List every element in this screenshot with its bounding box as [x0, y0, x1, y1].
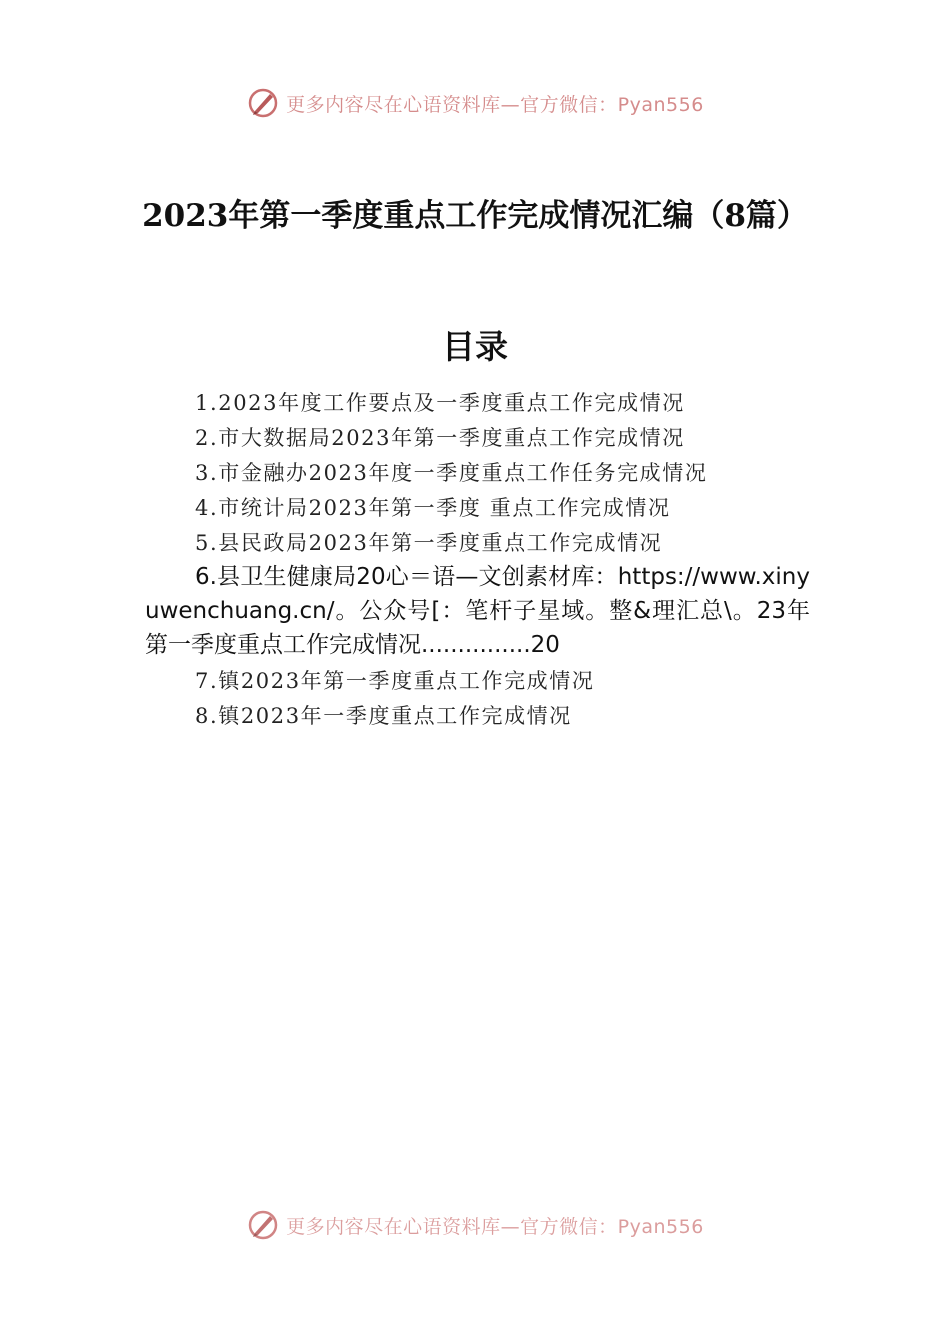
toc-item-2[interactable]: 2.市大数据局2023年第一季度重点工作完成情况: [195, 426, 685, 450]
watermark-text: 更多内容尽在心语资料库—官方微信：Pyan556: [286, 1215, 704, 1238]
toc-item-3[interactable]: 3.市金融办2023年度一季度重点工作任务完成情况: [195, 461, 708, 485]
toc-heading: 目录: [442, 327, 508, 366]
pen-logo-icon: [246, 1208, 280, 1242]
footer-watermark: [0, 1210, 950, 1240]
pen-logo-icon: [246, 86, 280, 120]
toc-item-5[interactable]: 5.县民政局2023年第一季度重点工作完成情况: [195, 531, 663, 555]
toc-item-8[interactable]: 8.镇2023年一季度重点工作完成情况: [195, 704, 572, 728]
document-title: 2023年第一季度重点工作完成情况汇编（8篇）: [142, 198, 808, 234]
watermark-text: 更多内容尽在心语资料库—官方微信：Pyan556: [286, 93, 704, 116]
toc-item-6[interactable]: 6.县卫生健康局20心＝语—文创素材库：https://www.xinyuwenchuang.cn/。公众号[：笔杆子星域。整&理汇总\。23年第一季度重点工作完成情况...............20: [145, 564, 810, 658]
header-watermark: [0, 86, 950, 120]
toc-item-1[interactable]: 1.2023年度工作要点及一季度重点工作完成情况: [195, 391, 685, 415]
toc-item-7[interactable]: 7.镇2023年第一季度重点工作完成情况: [195, 669, 595, 693]
toc-item-4[interactable]: 4.市统计局2023年第一季度 重点工作完成情况: [195, 496, 671, 520]
